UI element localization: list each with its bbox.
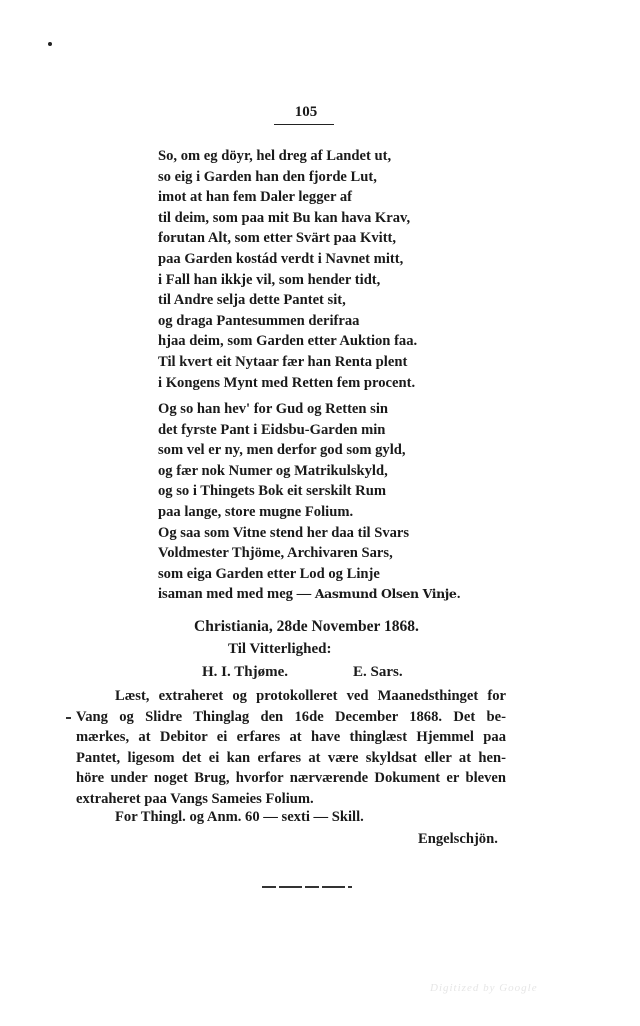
page-number-rule bbox=[274, 124, 334, 125]
end-rule bbox=[262, 886, 352, 888]
registration-line: Pantet, ligesom det ei kan erfares at være skyldsat eller at hen- bbox=[76, 749, 506, 766]
author-signature: Aasmund Olsen Vinje. bbox=[314, 586, 461, 602]
verse-line: som vel er ny, men derfor god som gyld, bbox=[158, 442, 406, 459]
verse-line: i Fall han ikkje vil, som hender tidt, bbox=[158, 271, 381, 288]
verse-line: Voldmester Thjöme, Archivaren Sars, bbox=[158, 545, 393, 562]
witness-name: H. I. Thjøme. bbox=[202, 664, 288, 680]
registration-line: extraheret paa Vangs Sameies Folium. bbox=[76, 790, 314, 807]
page-number: 105 bbox=[294, 104, 318, 120]
verse-line: imot at han fem Daler legger af bbox=[158, 189, 352, 206]
verse-line: det fyrste Pant i Eidsbu-Garden min bbox=[158, 421, 386, 438]
scan-watermark: Digitized by Google bbox=[430, 982, 538, 994]
registration-paragraph bbox=[76, 686, 506, 810]
verse-line-text: isaman med med meg — bbox=[158, 586, 315, 603]
verse-line: og so i Thingets Bok eit serskilt Rum bbox=[158, 483, 386, 500]
verse-line: paa Garden kostád verdt i Navnet mitt, bbox=[158, 250, 404, 267]
verse-line: hjaa deim, som Garden etter Auktion faa. bbox=[158, 333, 418, 350]
verse-stanza-2 bbox=[158, 399, 460, 605]
verse-line: til deim, som paa mit Bu kan hava Krav, bbox=[158, 209, 411, 226]
verse-line: paa lange, store mugne Folium. bbox=[158, 503, 354, 520]
verse-line: So, om eg döyr, hel dreg af Landet ut, bbox=[158, 148, 392, 164]
verse-line: so eig i Garden han den fjorde Lut, bbox=[158, 168, 377, 185]
registration-line: höre under noget Brug, hvorfor nærværende Dokument er bleven bbox=[76, 770, 506, 787]
verse-line: forutan Alt, som etter Svärt paa Kvitt, bbox=[158, 230, 397, 247]
registration-line: Læst, extraheret og protokolleret ved Maanedsthinget for bbox=[115, 688, 506, 704]
verse-line: og draga Pantesummen derifraa bbox=[158, 312, 360, 329]
fee-line: For Thingl. og Anm. 60 — sexti — Skill. bbox=[115, 809, 364, 825]
registration-line: mærkes, at Debitor ei erfares at have thinglæst Hjemmel paa bbox=[76, 729, 506, 746]
verse-line: i Kongens Mynt med Retten fem procent. bbox=[158, 374, 416, 391]
attestation-heading: Til Vitterlighed: bbox=[228, 641, 332, 657]
clerk-signature: Engelschjön. bbox=[418, 831, 498, 847]
verse-line-signed bbox=[158, 584, 460, 605]
verse-line: som eiga Garden etter Lod og Linje bbox=[158, 565, 380, 582]
verse-line: Til kvert eit Nytaar fær han Renta plent bbox=[158, 353, 408, 370]
registration-line: Vang og Slidre Thinglag den 16de December 1868. Det be- bbox=[76, 708, 506, 725]
verse-line: Og saa som Vitne stend her daa til Svars bbox=[158, 524, 410, 541]
verse-stanza-1 bbox=[158, 146, 417, 393]
margin-dot bbox=[48, 42, 52, 46]
verse-line: til Andre selja dette Pantet sit, bbox=[158, 292, 346, 309]
witness-name: E. Sars. bbox=[353, 664, 403, 680]
margin-mark bbox=[66, 717, 71, 719]
verse-line: Og so han hev' for Gud og Retten sin bbox=[158, 401, 389, 417]
dateline: Christiania, 28de November 1868. bbox=[194, 618, 419, 635]
verse-line: og fær nok Numer og Matrikulskyld, bbox=[158, 462, 388, 479]
